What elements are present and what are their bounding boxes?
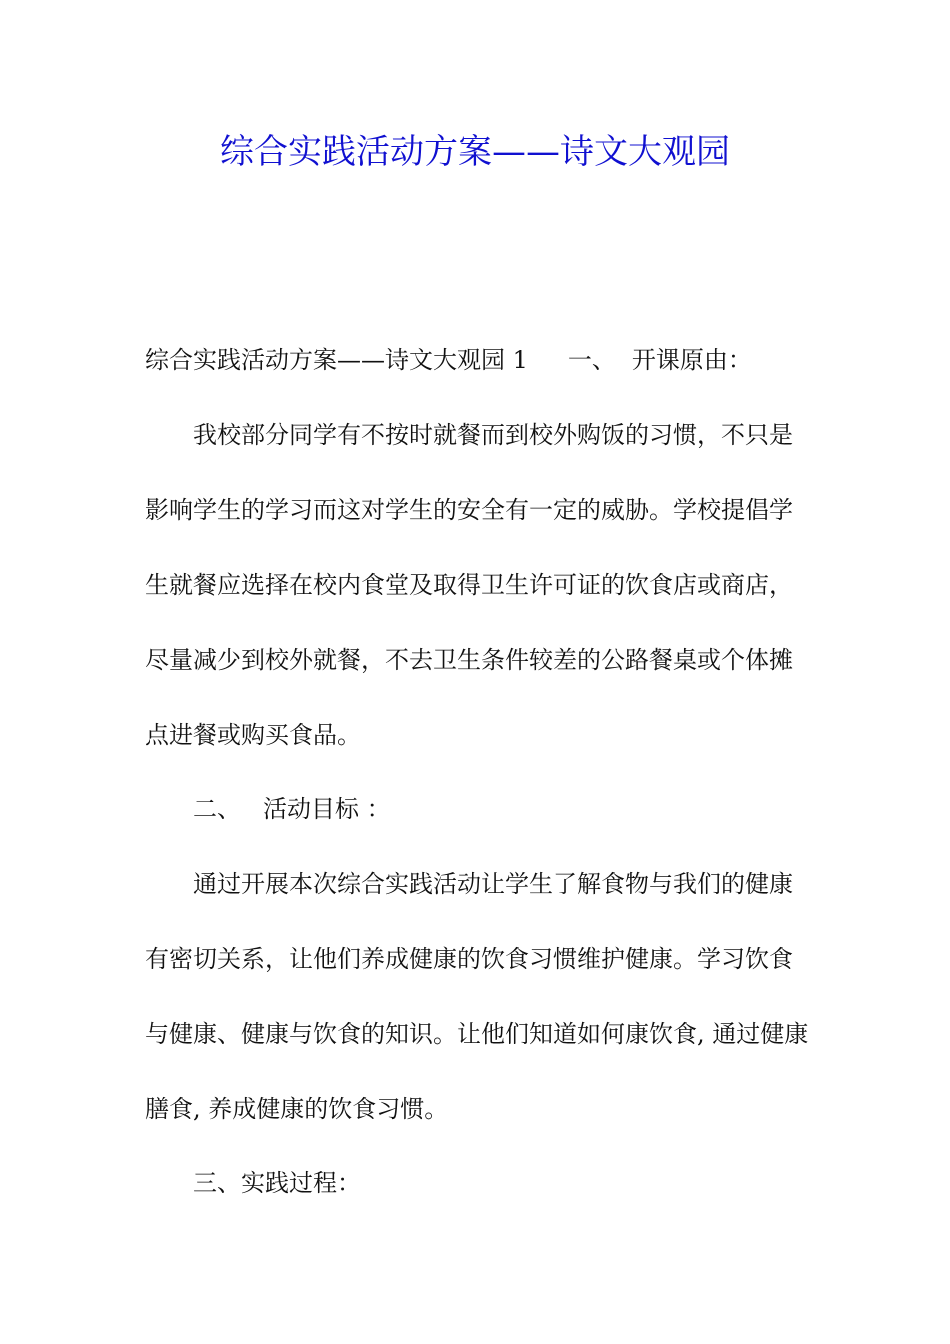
document-subtitle: 综合实践活动方案——诗文大观园 1 bbox=[145, 346, 528, 374]
paragraph-2-line-2: 有密切关系，让他们养成健康的饮食习惯维护健康。学习饮食 bbox=[145, 945, 793, 973]
paragraph-1-line-2: 影响学生的学习而这对学生的安全有一定的威胁。学校提倡学 bbox=[145, 496, 793, 524]
paragraph-2-line-1: 通过开展本次综合实践活动让学生了解食物与我们的健康 bbox=[193, 870, 793, 898]
section-1-number: 一、 bbox=[567, 346, 616, 374]
paragraph-1-line-3: 生就餐应选择在校内食堂及取得卫生许可证的饮食店或商店， bbox=[145, 571, 793, 599]
section-2-number: 二、 bbox=[193, 795, 241, 823]
section-2-title: 活动目标 ： bbox=[263, 795, 391, 823]
paragraph-2-line-3: 与健康、健康与饮食的知识。让他们知道如何康饮食, 通过健康 bbox=[145, 1020, 809, 1048]
header-line bbox=[145, 344, 815, 376]
paragraph-1-line-4: 尽量减少到校外就餐，不去卫生条件较差的公路餐桌或个体摊 bbox=[145, 646, 793, 674]
section-2-heading bbox=[193, 793, 815, 825]
paragraph-1-line-1: 我校部分同学有不按时就餐而到校外购饭的习惯，不只是 bbox=[193, 421, 793, 449]
section-1-title: 开课原由： bbox=[631, 346, 752, 374]
document-title: 综合实践活动方案——诗文大观园 bbox=[220, 132, 730, 172]
paragraph-1-line-5: 点进餐或购买食品。 bbox=[145, 721, 361, 749]
paragraph-2-line-4: 膳食, 养成健康的饮食习惯。 bbox=[145, 1095, 449, 1123]
section-3-heading: 三、实践过程： bbox=[193, 1169, 361, 1197]
